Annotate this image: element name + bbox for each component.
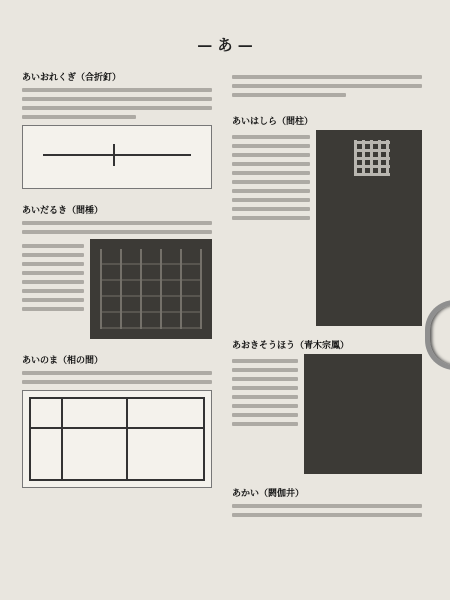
binder-ring bbox=[425, 300, 450, 370]
left-column bbox=[22, 70, 212, 490]
right-column bbox=[232, 70, 422, 522]
entry-headword: あいのま（相の間） bbox=[22, 356, 104, 366]
entry-headword: あいだるき（間棰） bbox=[22, 206, 104, 216]
page-header: — あ — bbox=[197, 36, 253, 54]
entry-headword: あいはしら（間柱） bbox=[232, 117, 314, 127]
nail-diagram bbox=[22, 125, 212, 189]
entry-headword: あおきそうほう（青木宗鳳） bbox=[232, 341, 350, 351]
post-photo bbox=[316, 130, 422, 326]
entry-headword: あいおれくぎ（合折釘） bbox=[22, 73, 122, 83]
tearoom-photo bbox=[304, 354, 422, 474]
floor-plan bbox=[22, 390, 212, 488]
entry-headword: あかい（閼伽井） bbox=[232, 489, 305, 499]
rafter-photo bbox=[90, 239, 212, 339]
